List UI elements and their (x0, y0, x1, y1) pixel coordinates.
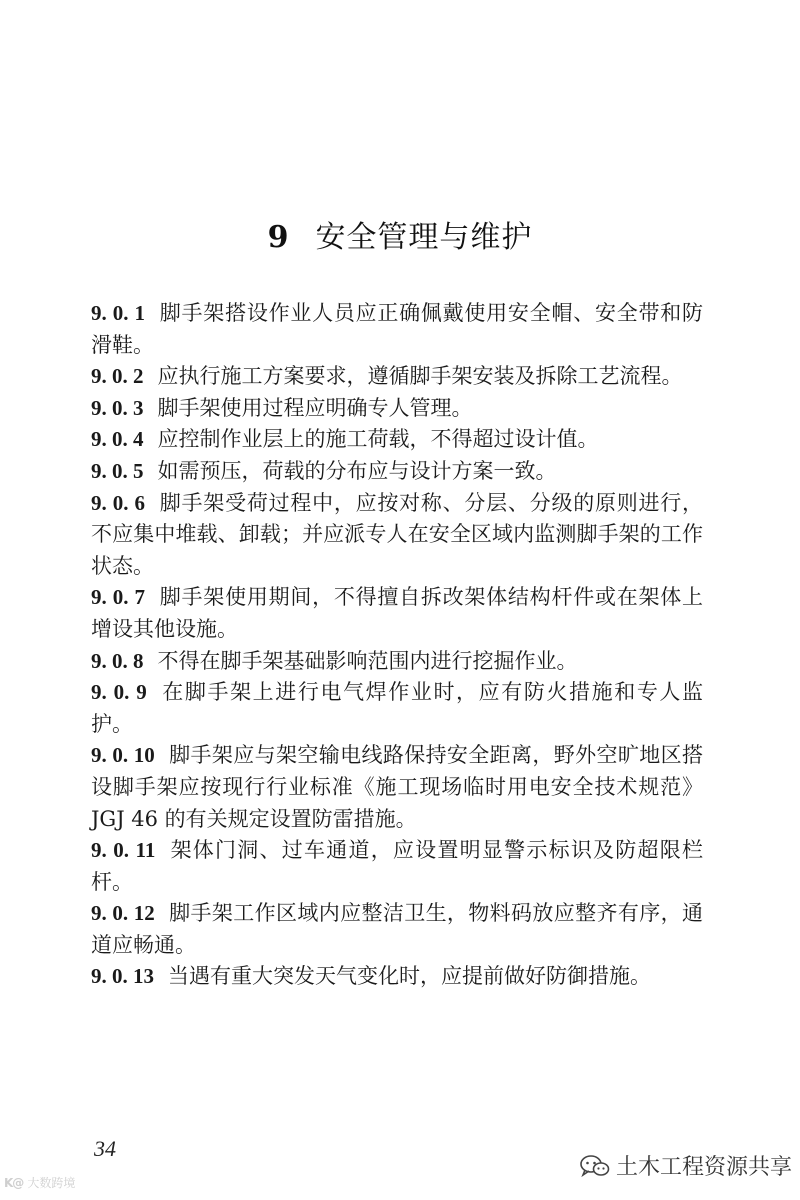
page-number: 34 (94, 1136, 116, 1161)
clause-9-0-12 (91, 898, 703, 961)
clause-text: 应执行施工方案要求，遵循脚手架安装及拆除工艺流程。 (157, 364, 683, 389)
clause-9-0-11 (91, 835, 703, 898)
clause-9-0-4 (91, 424, 703, 456)
clause-9-0-8 (91, 646, 703, 678)
clause-text: 脚手架工作区域内应整洁卫生，物料码放应整齐有序，通道应畅通。 (91, 901, 704, 957)
clause-9-0-7 (91, 582, 703, 645)
watermark-logo: K@ (4, 1175, 24, 1190)
watermark-right (580, 1150, 792, 1181)
clause-number: 9. 0. 2 (91, 364, 144, 389)
watermark-right-text: 土木工程资源共享 (615, 1155, 792, 1180)
clause-text: 脚手架应与架空输电线路保持安全距离，野外空旷地区搭设脚手架应按现行行业标准《施工现场临时用电安全技术规范》JGJ 46 的有关规定设置防雷措施。 (91, 743, 704, 831)
chapter-title-text: 安全管理与维护 (315, 220, 533, 255)
clause-9-0-3 (91, 393, 703, 425)
clause-number: 9. 0. 12 (91, 901, 155, 926)
clause-number: 9. 0. 8 (91, 648, 144, 673)
clause-number: 9. 0. 6 (91, 490, 146, 515)
clause-number: 9. 0. 1 (91, 301, 146, 325)
chapter-title (0, 212, 800, 256)
clause-number: 9. 0. 3 (91, 395, 144, 420)
watermark-left-text: 大数跨境 (27, 1176, 76, 1190)
clause-number: 9. 0. 7 (91, 585, 146, 610)
clause-list (91, 298, 703, 993)
clause-text: 在脚手架上进行电气焊作业时，应有防火措施和专人监护。 (91, 680, 704, 736)
clause-number: 9. 0. 5 (91, 458, 144, 483)
clause-9-0-2 (91, 361, 703, 393)
clause-text: 不得在脚手架基础影响范围内进行挖掘作业。 (157, 648, 578, 673)
clause-text: 脚手架受荷过程中，应按对称、分层、分级的原则进行，不应集中堆载、卸载；并应派专人在安全区域内监测脚手架的工作状态。 (91, 490, 704, 578)
clause-9-0-6 (91, 488, 703, 583)
clause-number: 9. 0. 9 (91, 680, 147, 705)
clause-number: 9. 0. 10 (91, 743, 155, 768)
clause-9-0-9 (91, 677, 703, 740)
clause-9-0-5 (91, 456, 703, 488)
clause-text: 应控制作业层上的施工荷载，不得超过设计值。 (157, 427, 599, 452)
clause-9-0-10 (91, 740, 703, 835)
clause-text: 当遇有重大突发天气变化时，应提前做好防御措施。 (168, 964, 651, 989)
wechat-icon (580, 1154, 610, 1178)
clause-text: 脚手架使用期间，不得擅自拆改架体结构杆件或在架体上增设其他设施。 (91, 585, 704, 641)
watermark-left (4, 1174, 75, 1191)
clause-text: 如需预压，荷载的分布应与设计方案一致。 (157, 458, 557, 483)
clause-9-0-13 (91, 961, 703, 993)
clause-text: 架体门洞、过车通道，应设置明显警示标识及防超限栏杆。 (91, 838, 704, 894)
clause-9-0-1 (91, 298, 703, 361)
clause-text: 脚手架搭设作业人员应正确佩戴使用安全帽、安全带和防滑鞋。 (91, 301, 704, 357)
clause-text: 脚手架使用过程应明确专人管理。 (157, 395, 473, 420)
chapter-number: 9 (267, 220, 290, 255)
clause-number: 9. 0. 4 (91, 427, 144, 452)
clause-number: 9. 0. 13 (91, 964, 154, 989)
clause-number: 9. 0. 11 (91, 838, 156, 863)
